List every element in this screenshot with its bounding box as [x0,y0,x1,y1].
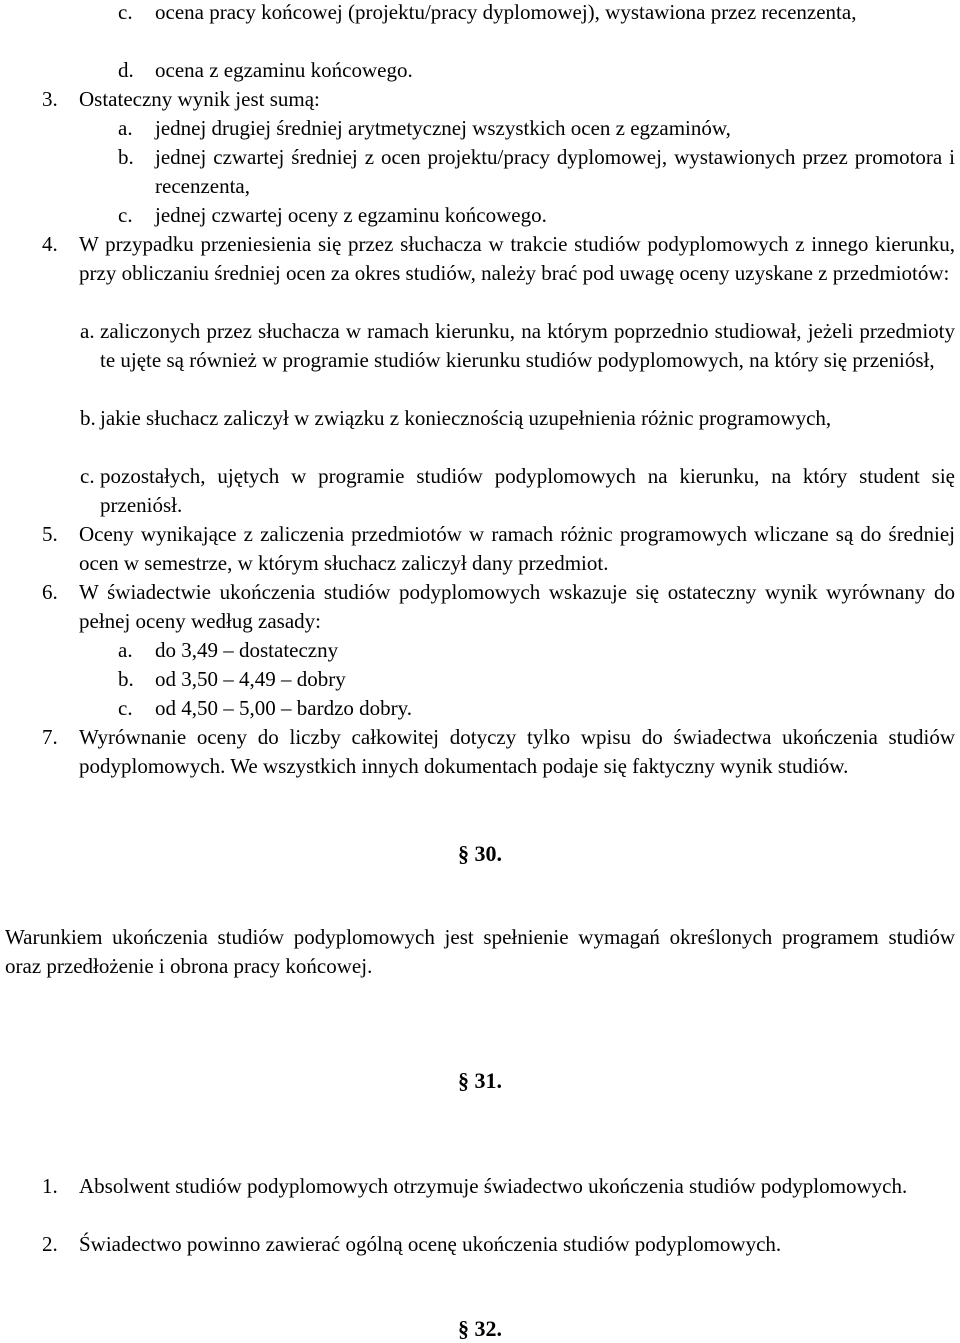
list-item-text: pozostałych, ujętych w programie studiów podyplomowych na kierunku, na który student się przeniósł. [100,464,955,517]
list-item-text: Świadectwo powinno zawierać ogólną ocenę ukończenia studiów podyplomowych. [79,1232,782,1256]
list-item-text: jednej drugiej średniej arytmetycznej wszystkich ocen z egzaminów, [155,116,731,140]
list-marker: 2. [42,1232,58,1256]
list-item-7 [42,723,955,781]
list-marker: c. [118,203,133,227]
list-item-text: jednej czwartej oceny z egzaminu końcowego. [155,203,547,227]
list-item [80,404,955,433]
list-item [118,0,955,27]
list-item [118,636,955,665]
list-marker: 1. [42,1174,58,1198]
list-item [42,1230,955,1259]
section-30-paragraph: Warunkiem ukończenia studiów podyplomowych jest spełnienie wymagań określonych programem studiów oraz przedłożenie i obrona pracy końcowej. [5,925,955,978]
section-heading-31: § 31. [458,1068,502,1093]
list-marker: a. [118,638,133,662]
list-marker: 5. [42,522,58,546]
list-item [118,56,955,85]
list-marker: 4. [42,232,58,256]
list-marker: c. [118,696,133,720]
list-item-5 [42,520,955,578]
list-item-text: W świadectwie ukończenia studiów podyplomowych wskazuje się ostateczny wynik wyrównany do pełnej oceny według zasady: [79,580,955,633]
list-marker: d. [118,58,134,82]
list-item-text: Ostateczny wynik jest sumą: [79,87,320,111]
list-marker: c. [80,464,95,488]
list-item [118,114,955,143]
list-item [42,1172,955,1201]
list-item-text: do 3,49 – dostateczny [155,638,339,662]
list-item-text: jakie słuchacz zaliczył w związku z koniecznością uzupełnienia różnic programowych, [100,406,832,430]
list-item-4 [42,230,955,288]
list-marker: 7. [42,725,58,749]
list-marker: c. [118,0,133,24]
list-marker: 6. [42,580,58,604]
list-item-text: Absolwent studiów podyplomowych otrzymuje świadectwo ukończenia studiów podyplomowych. [79,1174,908,1198]
list-item-text: od 4,50 – 5,00 – bardzo dobry. [155,696,413,720]
list-item-text: ocena z egzaminu końcowego. [155,58,413,82]
list-item [118,694,955,723]
list-marker: a. [118,116,133,140]
list-item [80,317,955,375]
list-item [118,143,955,201]
list-marker: a. [80,319,95,343]
list-item-text: ocena pracy końcowej (projektu/pracy dyplomowej), wystawiona przez recenzenta, [155,0,857,24]
section-heading-32: § 32. [458,1316,502,1341]
list-marker: b. [118,145,134,169]
section-heading-30: § 30. [458,841,502,866]
list-item-text: Oceny wynikające z zaliczenia przedmiotów w ramach różnic programowych wliczane są do średniej ocen w semestrze, w którym słuchacz zaliczył dany przedmiot. [79,522,955,575]
list-item-text: jednej czwartej średniej z ocen projektu/pracy dyplomowej, wystawionych przez promotora i recenzenta, [155,145,955,198]
list-item [118,665,955,694]
list-marker: b. [80,406,96,430]
list-item-text: Wyrównanie oceny do liczby całkowitej dotyczy tylko wpisu do świadectwa ukończenia studiów podyplomowych. We wszystkich innych dokumentach podaje się faktyczny wynik studiów. [79,725,955,778]
list-item-3 [42,85,955,114]
list-marker: 3. [42,87,58,111]
list-item-6 [42,578,955,636]
list-item [80,462,955,520]
list-marker: b. [118,667,134,691]
list-item [118,201,955,230]
list-item-text: zaliczonych przez słuchacza w ramach kierunku, na którym poprzednio studiował, jeżeli przedmioty te ujęte są również w programie studiów kierunku studiów podyplomowych, na który się przeniósł, [100,319,955,372]
list-item-text: od 3,50 – 4,49 – dobry [155,667,346,691]
list-item-text: W przypadku przeniesienia się przez słuchacza w trakcie studiów podyplomowych z innego kierunku, przy obliczaniu średniej ocen za okres studiów, należy brać pod uwagę oceny uzyskane z przedmiotów: [79,232,955,285]
